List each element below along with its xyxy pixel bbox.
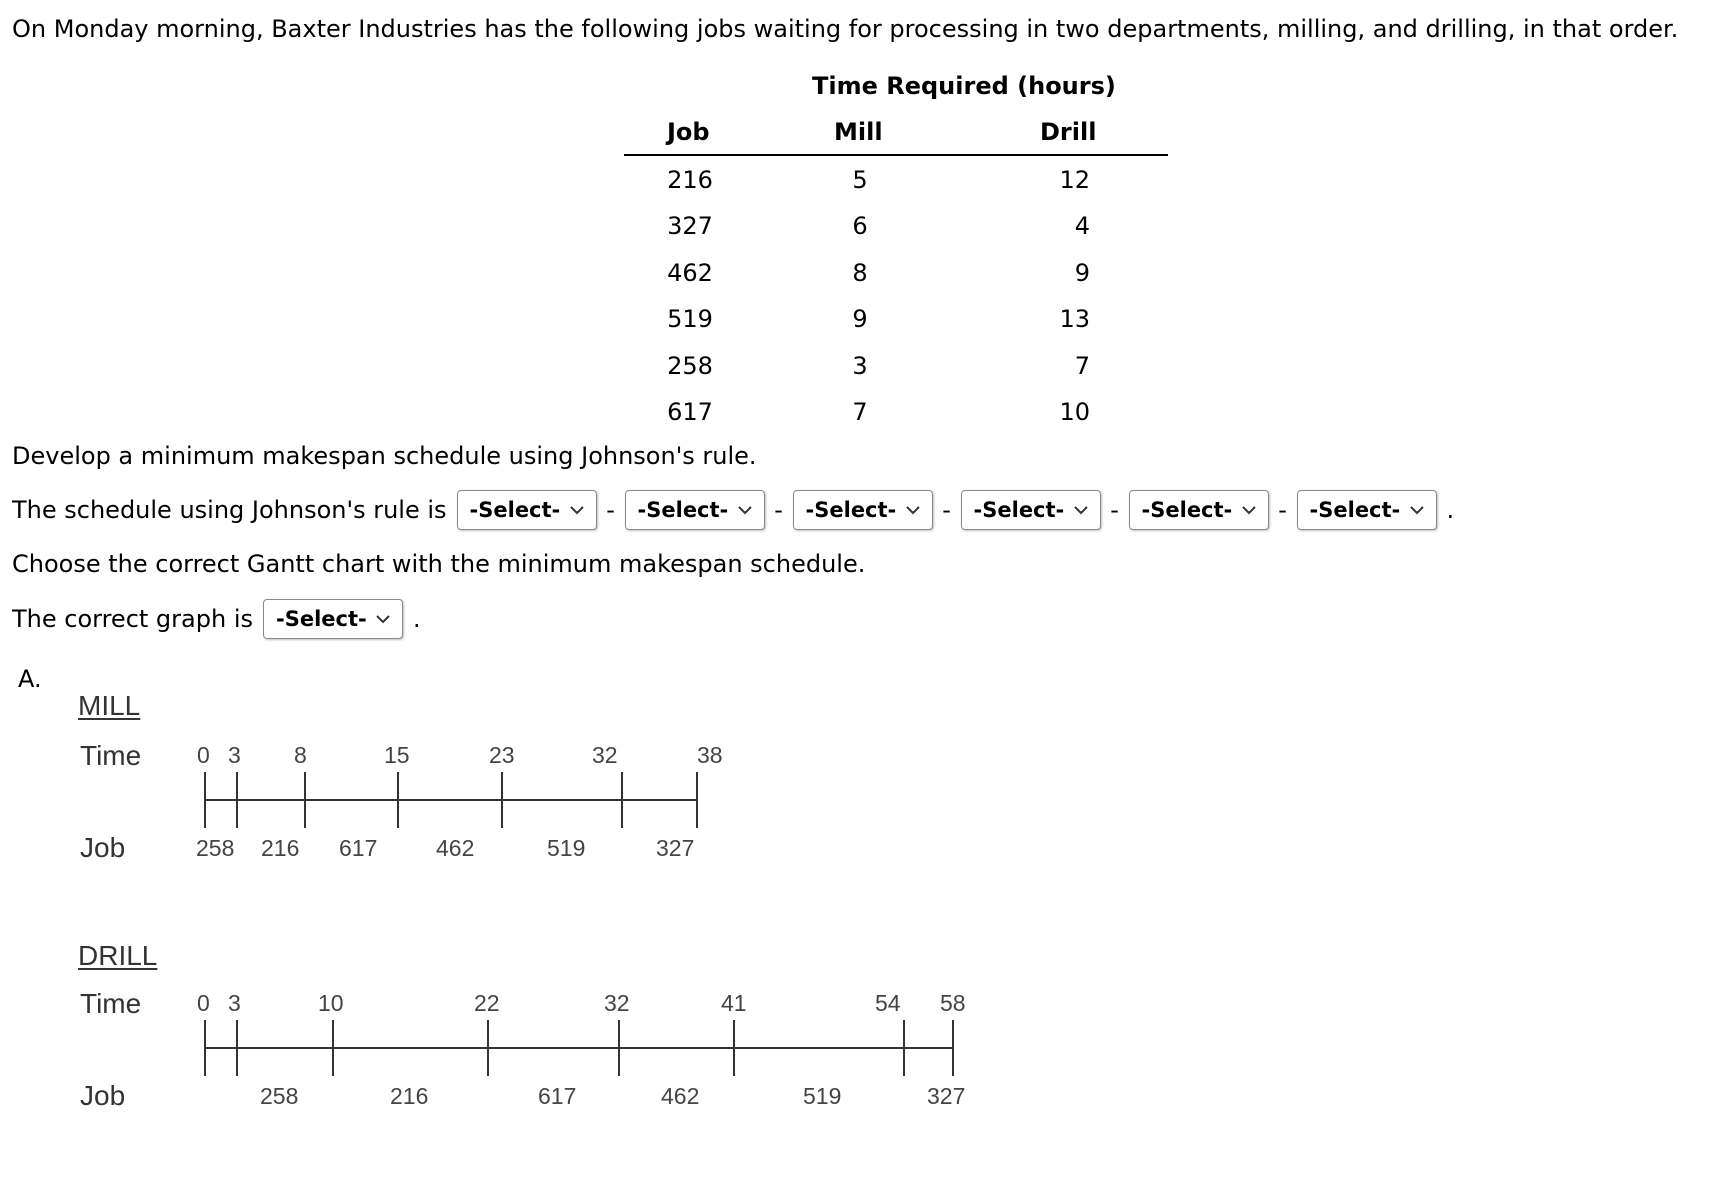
drill-job: 519 bbox=[803, 1083, 842, 1109]
separator: - bbox=[942, 496, 951, 524]
mill-job: 462 bbox=[436, 835, 475, 861]
job-cell: 216 bbox=[667, 166, 713, 194]
mill-title: MILL bbox=[78, 690, 141, 721]
mill-job: 216 bbox=[261, 835, 300, 861]
mill-tick-label: 0 bbox=[197, 742, 210, 768]
schedule-lead-text: The schedule using Johnson's rule is bbox=[12, 496, 447, 524]
job-cell: 462 bbox=[667, 259, 713, 287]
mill-tick-label: 8 bbox=[294, 742, 307, 768]
drill-job: 327 bbox=[927, 1083, 966, 1109]
separator: - bbox=[1110, 496, 1119, 524]
job-cell: 519 bbox=[667, 305, 713, 333]
mill-tick-label: 3 bbox=[228, 742, 241, 768]
drill-cell: 4 bbox=[1074, 212, 1090, 240]
drill-tick-labels bbox=[197, 990, 966, 1016]
drill-cell: 13 bbox=[1059, 305, 1090, 333]
table-col-job: Job bbox=[667, 118, 710, 146]
drill-cell: 9 bbox=[1074, 259, 1090, 287]
drill-tick-label: 32 bbox=[604, 990, 630, 1016]
schedule-period: . bbox=[1446, 496, 1455, 524]
mill-cell: 3 bbox=[852, 352, 868, 380]
graph-lead-text: The correct graph is bbox=[12, 605, 253, 633]
mill-job: 519 bbox=[547, 835, 586, 861]
table-col-mill: Mill bbox=[834, 118, 883, 146]
drill-tick-label: 58 bbox=[940, 990, 966, 1016]
select-value: -Select- bbox=[637, 498, 729, 522]
mill-job-label: Job bbox=[80, 832, 126, 863]
drill-job: 258 bbox=[260, 1083, 299, 1109]
mill-tick-label: 23 bbox=[489, 742, 515, 768]
drill-cell: 12 bbox=[1059, 166, 1090, 194]
mill-tick-labels bbox=[197, 742, 723, 768]
separator: - bbox=[1278, 496, 1287, 524]
drill-job: 462 bbox=[661, 1083, 700, 1109]
separator: - bbox=[606, 496, 615, 524]
select-value: -Select- bbox=[469, 498, 561, 522]
mill-cell: 7 bbox=[852, 398, 868, 426]
job-cell: 617 bbox=[667, 398, 713, 426]
mill-job: 617 bbox=[339, 835, 378, 861]
mill-job: 258 bbox=[196, 835, 235, 861]
instruction-choose: Choose the correct Gantt chart with the minimum makespan schedule. bbox=[12, 550, 866, 578]
drill-job-label: Job bbox=[80, 1080, 126, 1111]
mill-cell: 5 bbox=[852, 166, 868, 194]
drill-tick-label: 54 bbox=[875, 990, 901, 1016]
mill-tick-label: 15 bbox=[384, 742, 410, 768]
select-value: -Select- bbox=[973, 498, 1065, 522]
mill-tick-label: 38 bbox=[697, 742, 723, 768]
select-value: -Select- bbox=[275, 607, 367, 631]
drill-job: 216 bbox=[390, 1083, 429, 1109]
problem-statement: On Monday morning, Baxter Industries has the following jobs waiting for processing in two departments, milling, and drilling, in that order. bbox=[12, 15, 1679, 43]
drill-job-labels bbox=[260, 1083, 965, 1109]
drill-tick-label: 41 bbox=[721, 990, 747, 1016]
drill-cell: 7 bbox=[1074, 352, 1090, 380]
drill-tick-label: 3 bbox=[228, 990, 241, 1016]
option-label: A. bbox=[18, 665, 42, 693]
select-value: -Select- bbox=[1309, 498, 1401, 522]
job-cell: 258 bbox=[667, 352, 713, 380]
mill-tick-label: 32 bbox=[592, 742, 618, 768]
drill-title: DRILL bbox=[78, 940, 158, 971]
separator: - bbox=[774, 496, 783, 524]
drill-tick-label: 10 bbox=[318, 990, 344, 1016]
mill-job: 327 bbox=[656, 835, 695, 861]
mill-time-label: Time bbox=[80, 740, 142, 771]
table-group-header: Time Required (hours) bbox=[812, 72, 1116, 100]
mill-cell: 6 bbox=[852, 212, 868, 240]
mill-job-labels bbox=[196, 835, 694, 861]
select-value: -Select- bbox=[1141, 498, 1233, 522]
table-col-drill: Drill bbox=[1040, 118, 1097, 146]
drill-cell: 10 bbox=[1059, 398, 1090, 426]
graph-period: . bbox=[412, 605, 421, 633]
drill-tick-label: 0 bbox=[197, 990, 210, 1016]
mill-cell: 8 bbox=[852, 259, 868, 287]
drill-tick-label: 22 bbox=[474, 990, 500, 1016]
drill-job: 617 bbox=[538, 1083, 577, 1109]
job-cell: 327 bbox=[667, 212, 713, 240]
drill-time-label: Time bbox=[80, 988, 142, 1019]
mill-cell: 9 bbox=[852, 305, 868, 333]
instruction-develop: Develop a minimum makespan schedule using Johnson's rule. bbox=[12, 442, 757, 470]
select-value: -Select- bbox=[805, 498, 897, 522]
